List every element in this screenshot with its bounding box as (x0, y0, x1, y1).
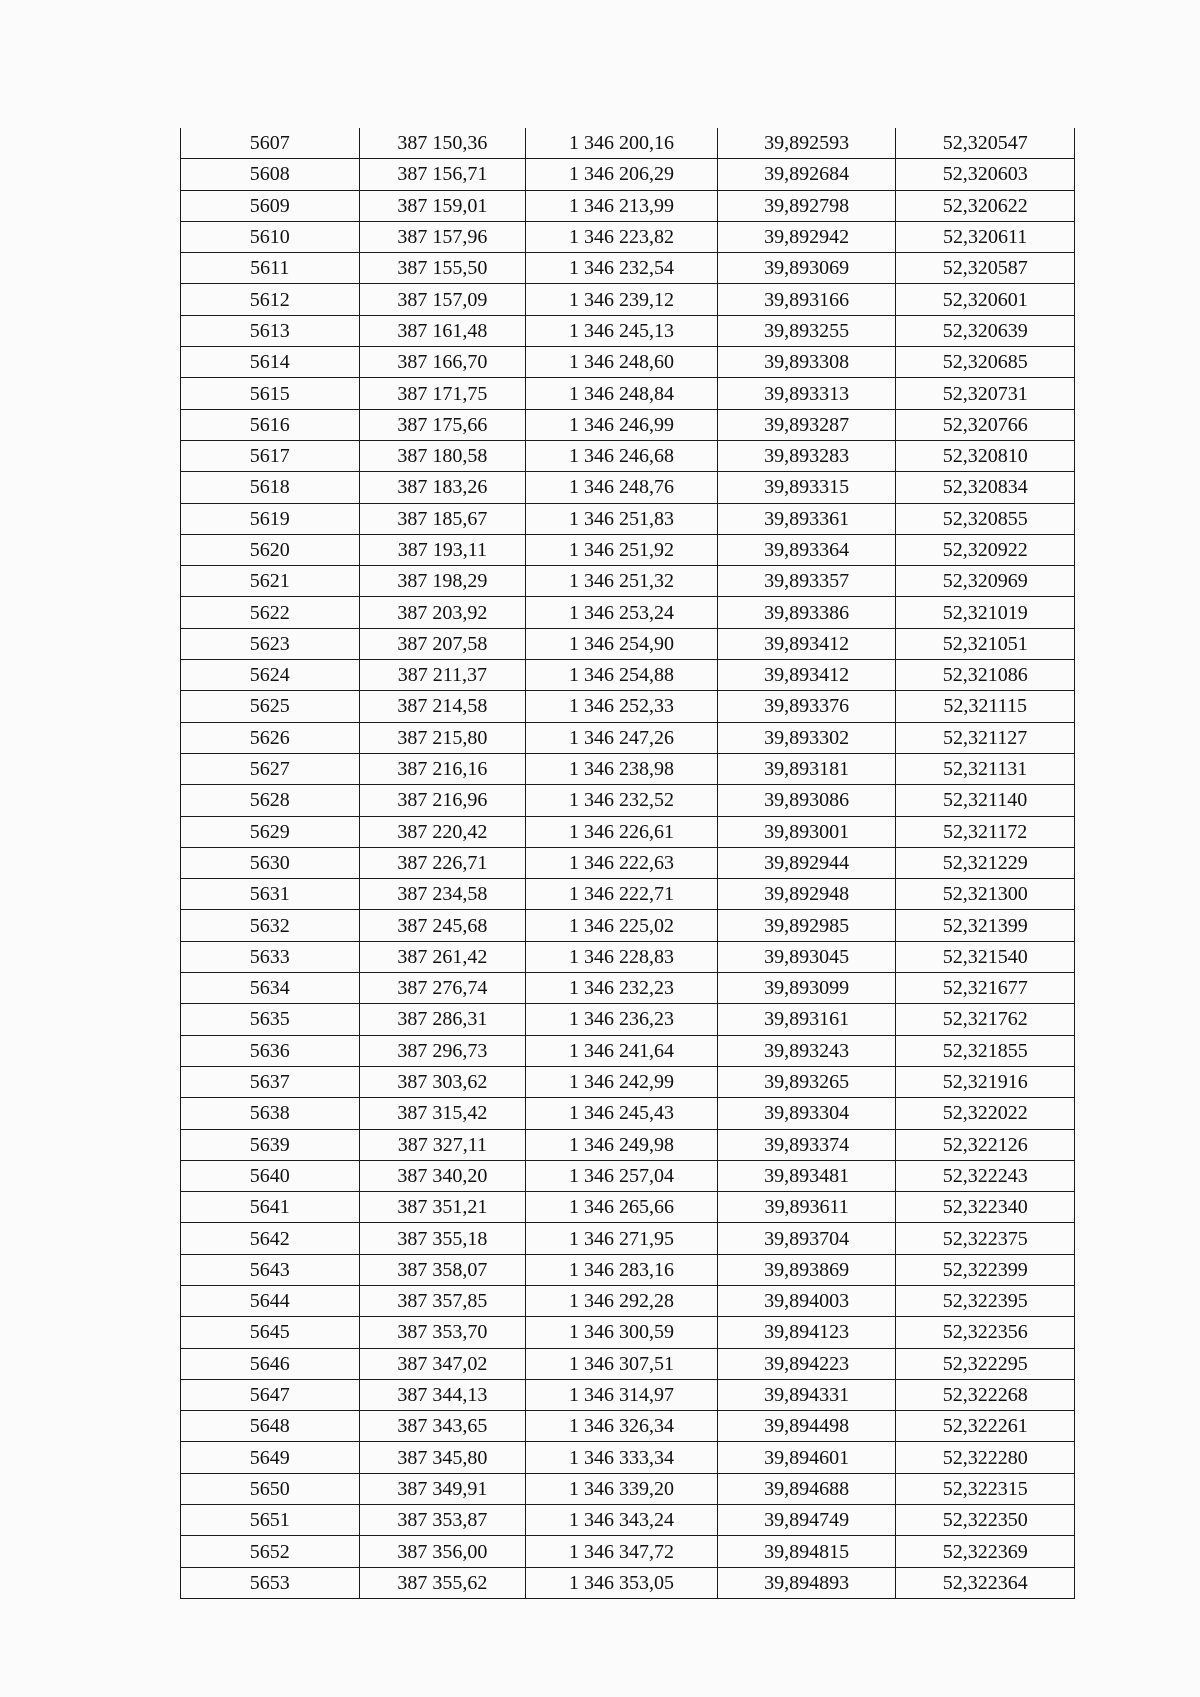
longitude-cell: 39,893181 (717, 753, 896, 784)
x-coordinate-cell: 387 171,75 (359, 378, 526, 409)
x-coordinate-cell: 387 207,58 (359, 628, 526, 659)
x-coordinate-cell: 387 214,58 (359, 691, 526, 722)
point-number-cell: 5650 (181, 1473, 360, 1504)
longitude-cell: 39,893287 (717, 409, 896, 440)
table-row (181, 409, 1075, 440)
y-coordinate-cell: 1 346 200,16 (526, 128, 718, 159)
y-coordinate-cell: 1 346 292,28 (526, 1285, 718, 1316)
x-coordinate-cell: 387 347,02 (359, 1348, 526, 1379)
x-coordinate-cell: 387 358,07 (359, 1254, 526, 1285)
table-row (181, 691, 1075, 722)
point-number-cell: 5617 (181, 440, 360, 471)
table-row (181, 941, 1075, 972)
x-coordinate-cell: 387 185,67 (359, 503, 526, 534)
latitude-cell: 52,321140 (896, 785, 1075, 816)
point-number-cell: 5647 (181, 1379, 360, 1410)
y-coordinate-cell: 1 346 246,68 (526, 440, 718, 471)
x-coordinate-cell: 387 355,18 (359, 1223, 526, 1254)
table-row (181, 253, 1075, 284)
table-row (181, 1223, 1075, 1254)
table-row (181, 847, 1075, 878)
table-row (181, 1098, 1075, 1129)
latitude-cell: 52,321127 (896, 722, 1075, 753)
x-coordinate-cell: 387 353,70 (359, 1317, 526, 1348)
longitude-cell: 39,894601 (717, 1442, 896, 1473)
longitude-cell: 39,893869 (717, 1254, 896, 1285)
longitude-cell: 39,893265 (717, 1066, 896, 1097)
point-number-cell: 5633 (181, 941, 360, 972)
y-coordinate-cell: 1 346 248,60 (526, 347, 718, 378)
point-number-cell: 5623 (181, 628, 360, 659)
longitude-cell: 39,893357 (717, 566, 896, 597)
point-number-cell: 5620 (181, 534, 360, 565)
y-coordinate-cell: 1 346 353,05 (526, 1567, 718, 1598)
point-number-cell: 5640 (181, 1160, 360, 1191)
latitude-cell: 52,322364 (896, 1567, 1075, 1598)
latitude-cell: 52,321086 (896, 660, 1075, 691)
y-coordinate-cell: 1 346 239,12 (526, 284, 718, 315)
latitude-cell: 52,321399 (896, 910, 1075, 941)
table-row (181, 534, 1075, 565)
point-number-cell: 5641 (181, 1192, 360, 1223)
table-row (181, 1442, 1075, 1473)
point-number-cell: 5609 (181, 190, 360, 221)
table-row (181, 1379, 1075, 1410)
x-coordinate-cell: 387 245,68 (359, 910, 526, 941)
y-coordinate-cell: 1 346 283,16 (526, 1254, 718, 1285)
x-coordinate-cell: 387 353,87 (359, 1505, 526, 1536)
x-coordinate-cell: 387 198,29 (359, 566, 526, 597)
y-coordinate-cell: 1 346 242,99 (526, 1066, 718, 1097)
latitude-cell: 52,321300 (896, 879, 1075, 910)
longitude-cell: 39,892948 (717, 879, 896, 910)
x-coordinate-cell: 387 226,71 (359, 847, 526, 878)
y-coordinate-cell: 1 346 307,51 (526, 1348, 718, 1379)
x-coordinate-cell: 387 343,65 (359, 1411, 526, 1442)
longitude-cell: 39,894893 (717, 1567, 896, 1598)
point-number-cell: 5626 (181, 722, 360, 753)
x-coordinate-cell: 387 216,16 (359, 753, 526, 784)
y-coordinate-cell: 1 346 300,59 (526, 1317, 718, 1348)
x-coordinate-cell: 387 356,00 (359, 1536, 526, 1567)
longitude-cell: 39,893481 (717, 1160, 896, 1191)
latitude-cell: 52,322022 (896, 1098, 1075, 1129)
x-coordinate-cell: 387 183,26 (359, 472, 526, 503)
longitude-cell: 39,893283 (717, 440, 896, 471)
x-coordinate-cell: 387 234,58 (359, 879, 526, 910)
point-number-cell: 5639 (181, 1129, 360, 1160)
latitude-cell: 52,320766 (896, 409, 1075, 440)
x-coordinate-cell: 387 327,11 (359, 1129, 526, 1160)
point-number-cell: 5610 (181, 221, 360, 252)
longitude-cell: 39,893313 (717, 378, 896, 409)
point-number-cell: 5622 (181, 597, 360, 628)
latitude-cell: 52,320810 (896, 440, 1075, 471)
longitude-cell: 39,893704 (717, 1223, 896, 1254)
y-coordinate-cell: 1 346 222,63 (526, 847, 718, 878)
y-coordinate-cell: 1 346 257,04 (526, 1160, 718, 1191)
latitude-cell: 52,321172 (896, 816, 1075, 847)
longitude-cell: 39,892942 (717, 221, 896, 252)
y-coordinate-cell: 1 346 246,99 (526, 409, 718, 440)
point-number-cell: 5630 (181, 847, 360, 878)
latitude-cell: 52,321229 (896, 847, 1075, 878)
latitude-cell: 52,320622 (896, 190, 1075, 221)
latitude-cell: 52,320922 (896, 534, 1075, 565)
longitude-cell: 39,893045 (717, 941, 896, 972)
y-coordinate-cell: 1 346 206,29 (526, 159, 718, 190)
x-coordinate-cell: 387 296,73 (359, 1035, 526, 1066)
table-row (181, 315, 1075, 346)
point-number-cell: 5651 (181, 1505, 360, 1536)
latitude-cell: 52,322243 (896, 1160, 1075, 1191)
x-coordinate-cell: 387 203,92 (359, 597, 526, 628)
x-coordinate-cell: 387 303,62 (359, 1066, 526, 1097)
longitude-cell: 39,893364 (717, 534, 896, 565)
longitude-cell: 39,893304 (717, 1098, 896, 1129)
y-coordinate-cell: 1 346 343,24 (526, 1505, 718, 1536)
table-row (181, 973, 1075, 1004)
x-coordinate-cell: 387 357,85 (359, 1285, 526, 1316)
point-number-cell: 5637 (181, 1066, 360, 1097)
table-row (181, 566, 1075, 597)
x-coordinate-cell: 387 150,36 (359, 128, 526, 159)
y-coordinate-cell: 1 346 252,33 (526, 691, 718, 722)
longitude-cell: 39,894688 (717, 1473, 896, 1504)
y-coordinate-cell: 1 346 339,20 (526, 1473, 718, 1504)
table-row (181, 1129, 1075, 1160)
table-row (181, 628, 1075, 659)
latitude-cell: 52,322315 (896, 1473, 1075, 1504)
x-coordinate-cell: 387 157,09 (359, 284, 526, 315)
y-coordinate-cell: 1 346 271,95 (526, 1223, 718, 1254)
table-row (181, 1192, 1075, 1223)
y-coordinate-cell: 1 346 225,02 (526, 910, 718, 941)
point-number-cell: 5653 (181, 1567, 360, 1598)
x-coordinate-cell: 387 161,48 (359, 315, 526, 346)
latitude-cell: 52,322350 (896, 1505, 1075, 1536)
point-number-cell: 5634 (181, 973, 360, 1004)
point-number-cell: 5635 (181, 1004, 360, 1035)
longitude-cell: 39,893412 (717, 660, 896, 691)
longitude-cell: 39,893386 (717, 597, 896, 628)
point-number-cell: 5611 (181, 253, 360, 284)
longitude-cell: 39,894123 (717, 1317, 896, 1348)
x-coordinate-cell: 387 286,31 (359, 1004, 526, 1035)
longitude-cell: 39,894003 (717, 1285, 896, 1316)
latitude-cell: 52,320731 (896, 378, 1075, 409)
longitude-cell: 39,893361 (717, 503, 896, 534)
table-row (181, 785, 1075, 816)
y-coordinate-cell: 1 346 326,34 (526, 1411, 718, 1442)
table-row (181, 879, 1075, 910)
x-coordinate-cell: 387 315,42 (359, 1098, 526, 1129)
point-number-cell: 5616 (181, 409, 360, 440)
table-row (181, 1505, 1075, 1536)
latitude-cell: 52,320834 (896, 472, 1075, 503)
y-coordinate-cell: 1 346 347,72 (526, 1536, 718, 1567)
table-row (181, 1066, 1075, 1097)
point-number-cell: 5612 (181, 284, 360, 315)
latitude-cell: 52,320639 (896, 315, 1075, 346)
point-number-cell: 5618 (181, 472, 360, 503)
longitude-cell: 39,892944 (717, 847, 896, 878)
x-coordinate-cell: 387 351,21 (359, 1192, 526, 1223)
coordinates-table (180, 128, 1075, 1599)
longitude-cell: 39,893302 (717, 722, 896, 753)
y-coordinate-cell: 1 346 249,98 (526, 1129, 718, 1160)
point-number-cell: 5619 (181, 503, 360, 534)
y-coordinate-cell: 1 346 213,99 (526, 190, 718, 221)
longitude-cell: 39,892593 (717, 128, 896, 159)
latitude-cell: 52,322268 (896, 1379, 1075, 1410)
table-row (181, 1567, 1075, 1598)
latitude-cell: 52,320611 (896, 221, 1075, 252)
x-coordinate-cell: 387 345,80 (359, 1442, 526, 1473)
y-coordinate-cell: 1 346 251,32 (526, 566, 718, 597)
point-number-cell: 5648 (181, 1411, 360, 1442)
latitude-cell: 52,321677 (896, 973, 1075, 1004)
table-row (181, 503, 1075, 534)
x-coordinate-cell: 387 261,42 (359, 941, 526, 972)
y-coordinate-cell: 1 346 314,97 (526, 1379, 718, 1410)
longitude-cell: 39,893166 (717, 284, 896, 315)
table-row (181, 1473, 1075, 1504)
latitude-cell: 52,320969 (896, 566, 1075, 597)
x-coordinate-cell: 387 220,42 (359, 816, 526, 847)
longitude-cell: 39,893376 (717, 691, 896, 722)
x-coordinate-cell: 387 340,20 (359, 1160, 526, 1191)
y-coordinate-cell: 1 346 251,83 (526, 503, 718, 534)
x-coordinate-cell: 387 157,96 (359, 221, 526, 252)
x-coordinate-cell: 387 215,80 (359, 722, 526, 753)
y-coordinate-cell: 1 346 226,61 (526, 816, 718, 847)
y-coordinate-cell: 1 346 222,71 (526, 879, 718, 910)
table-row (181, 910, 1075, 941)
table-row (181, 284, 1075, 315)
longitude-cell: 39,893161 (717, 1004, 896, 1035)
table-row (181, 1285, 1075, 1316)
longitude-cell: 39,893099 (717, 973, 896, 1004)
table-row (181, 1035, 1075, 1066)
x-coordinate-cell: 387 159,01 (359, 190, 526, 221)
y-coordinate-cell: 1 346 245,13 (526, 315, 718, 346)
x-coordinate-cell: 387 211,37 (359, 660, 526, 691)
table-row (181, 753, 1075, 784)
longitude-cell: 39,894331 (717, 1379, 896, 1410)
latitude-cell: 52,320855 (896, 503, 1075, 534)
longitude-cell: 39,893243 (717, 1035, 896, 1066)
longitude-cell: 39,893255 (717, 315, 896, 346)
point-number-cell: 5625 (181, 691, 360, 722)
latitude-cell: 52,322295 (896, 1348, 1075, 1379)
table-row (181, 159, 1075, 190)
longitude-cell: 39,894749 (717, 1505, 896, 1536)
latitude-cell: 52,322369 (896, 1536, 1075, 1567)
table-row (181, 597, 1075, 628)
latitude-cell: 52,322261 (896, 1411, 1075, 1442)
latitude-cell: 52,320601 (896, 284, 1075, 315)
y-coordinate-cell: 1 346 251,92 (526, 534, 718, 565)
point-number-cell: 5644 (181, 1285, 360, 1316)
point-number-cell: 5629 (181, 816, 360, 847)
y-coordinate-cell: 1 346 241,64 (526, 1035, 718, 1066)
y-coordinate-cell: 1 346 223,82 (526, 221, 718, 252)
point-number-cell: 5645 (181, 1317, 360, 1348)
latitude-cell: 52,321131 (896, 753, 1075, 784)
longitude-cell: 39,892985 (717, 910, 896, 941)
x-coordinate-cell: 387 355,62 (359, 1567, 526, 1598)
longitude-cell: 39,893412 (717, 628, 896, 659)
y-coordinate-cell: 1 346 232,23 (526, 973, 718, 1004)
table-row (181, 1536, 1075, 1567)
latitude-cell: 52,320547 (896, 128, 1075, 159)
table-row (181, 816, 1075, 847)
longitude-cell: 39,893315 (717, 472, 896, 503)
latitude-cell: 52,321916 (896, 1066, 1075, 1097)
y-coordinate-cell: 1 346 248,84 (526, 378, 718, 409)
x-coordinate-cell: 387 155,50 (359, 253, 526, 284)
x-coordinate-cell: 387 276,74 (359, 973, 526, 1004)
point-number-cell: 5631 (181, 879, 360, 910)
table-row (181, 1411, 1075, 1442)
table-row (181, 472, 1075, 503)
y-coordinate-cell: 1 346 333,34 (526, 1442, 718, 1473)
point-number-cell: 5636 (181, 1035, 360, 1066)
latitude-cell: 52,322340 (896, 1192, 1075, 1223)
latitude-cell: 52,322280 (896, 1442, 1075, 1473)
x-coordinate-cell: 387 175,66 (359, 409, 526, 440)
table-row (181, 722, 1075, 753)
point-number-cell: 5621 (181, 566, 360, 597)
point-number-cell: 5652 (181, 1536, 360, 1567)
longitude-cell: 39,894498 (717, 1411, 896, 1442)
y-coordinate-cell: 1 346 253,24 (526, 597, 718, 628)
point-number-cell: 5614 (181, 347, 360, 378)
table-row (181, 347, 1075, 378)
x-coordinate-cell: 387 180,58 (359, 440, 526, 471)
point-number-cell: 5624 (181, 660, 360, 691)
point-number-cell: 5642 (181, 1223, 360, 1254)
point-number-cell: 5649 (181, 1442, 360, 1473)
longitude-cell: 39,894223 (717, 1348, 896, 1379)
point-number-cell: 5628 (181, 785, 360, 816)
y-coordinate-cell: 1 346 254,88 (526, 660, 718, 691)
point-number-cell: 5608 (181, 159, 360, 190)
point-number-cell: 5646 (181, 1348, 360, 1379)
table-row (181, 378, 1075, 409)
coordinates-table-body (181, 128, 1075, 1598)
x-coordinate-cell: 387 193,11 (359, 534, 526, 565)
point-number-cell: 5615 (181, 378, 360, 409)
table-row (181, 128, 1075, 159)
y-coordinate-cell: 1 346 232,52 (526, 785, 718, 816)
latitude-cell: 52,321762 (896, 1004, 1075, 1035)
latitude-cell: 52,321115 (896, 691, 1075, 722)
latitude-cell: 52,320685 (896, 347, 1075, 378)
longitude-cell: 39,893001 (717, 816, 896, 847)
table-row (181, 440, 1075, 471)
table-row (181, 1317, 1075, 1348)
longitude-cell: 39,894815 (717, 1536, 896, 1567)
y-coordinate-cell: 1 346 232,54 (526, 253, 718, 284)
x-coordinate-cell: 387 156,71 (359, 159, 526, 190)
y-coordinate-cell: 1 346 245,43 (526, 1098, 718, 1129)
longitude-cell: 39,892798 (717, 190, 896, 221)
latitude-cell: 52,322126 (896, 1129, 1075, 1160)
table-row (181, 1348, 1075, 1379)
point-number-cell: 5638 (181, 1098, 360, 1129)
x-coordinate-cell: 387 349,91 (359, 1473, 526, 1504)
y-coordinate-cell: 1 346 254,90 (526, 628, 718, 659)
y-coordinate-cell: 1 346 236,23 (526, 1004, 718, 1035)
table-row (181, 190, 1075, 221)
longitude-cell: 39,893086 (717, 785, 896, 816)
point-number-cell: 5607 (181, 128, 360, 159)
x-coordinate-cell: 387 166,70 (359, 347, 526, 378)
y-coordinate-cell: 1 346 248,76 (526, 472, 718, 503)
longitude-cell: 39,893308 (717, 347, 896, 378)
latitude-cell: 52,321019 (896, 597, 1075, 628)
latitude-cell: 52,322375 (896, 1223, 1075, 1254)
point-number-cell: 5627 (181, 753, 360, 784)
latitude-cell: 52,320587 (896, 253, 1075, 284)
point-number-cell: 5632 (181, 910, 360, 941)
longitude-cell: 39,893069 (717, 253, 896, 284)
point-number-cell: 5643 (181, 1254, 360, 1285)
table-row (181, 1254, 1075, 1285)
table-row (181, 660, 1075, 691)
y-coordinate-cell: 1 346 238,98 (526, 753, 718, 784)
y-coordinate-cell: 1 346 265,66 (526, 1192, 718, 1223)
latitude-cell: 52,321855 (896, 1035, 1075, 1066)
x-coordinate-cell: 387 344,13 (359, 1379, 526, 1410)
point-number-cell: 5613 (181, 315, 360, 346)
latitude-cell: 52,322395 (896, 1285, 1075, 1316)
latitude-cell: 52,321540 (896, 941, 1075, 972)
x-coordinate-cell: 387 216,96 (359, 785, 526, 816)
table-row (181, 1004, 1075, 1035)
table-row (181, 1160, 1075, 1191)
longitude-cell: 39,893374 (717, 1129, 896, 1160)
table-row (181, 221, 1075, 252)
longitude-cell: 39,893611 (717, 1192, 896, 1223)
y-coordinate-cell: 1 346 228,83 (526, 941, 718, 972)
latitude-cell: 52,320603 (896, 159, 1075, 190)
latitude-cell: 52,321051 (896, 628, 1075, 659)
y-coordinate-cell: 1 346 247,26 (526, 722, 718, 753)
longitude-cell: 39,892684 (717, 159, 896, 190)
latitude-cell: 52,322399 (896, 1254, 1075, 1285)
latitude-cell: 52,322356 (896, 1317, 1075, 1348)
